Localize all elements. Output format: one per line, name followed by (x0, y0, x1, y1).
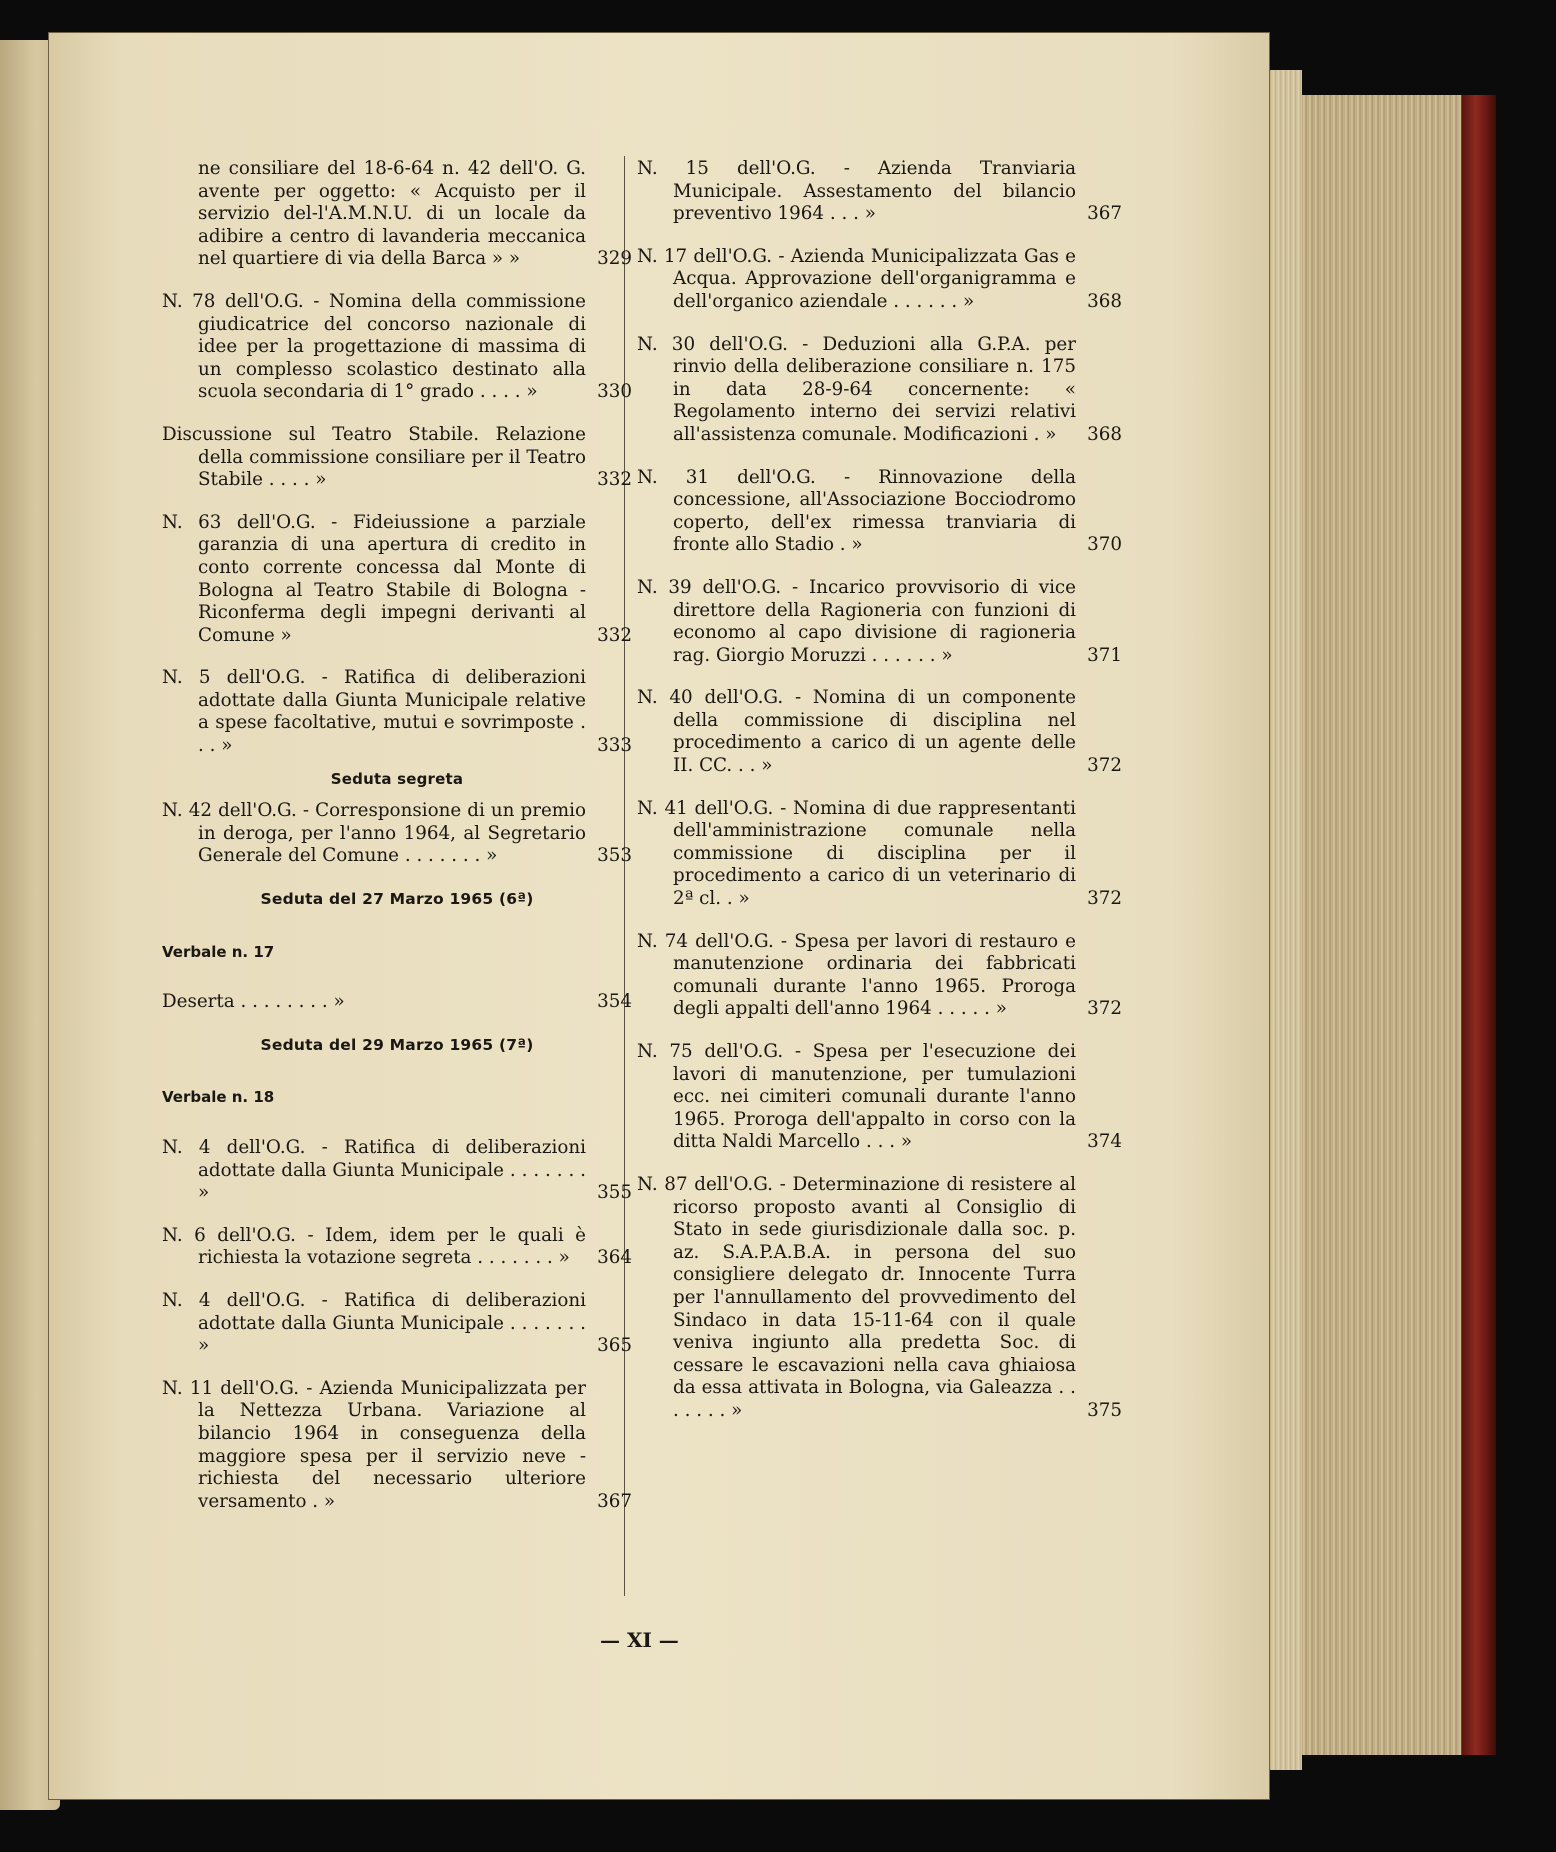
entry-text: N. 6 dell'O.G. - Idem, idem per le quali è richiesta la votazione segreta . . . . . . . » (162, 1224, 586, 1269)
right-column (637, 158, 1122, 1443)
index-entry (637, 1041, 1122, 1154)
entry-page-number: 374 (1087, 1131, 1122, 1153)
verbale-heading: Verbale n. 18 (162, 1088, 275, 1107)
index-entry (162, 991, 632, 1014)
entry-text: N. 31 dell'O.G. - Rinnovazione della concessione, all'Associazione Bocciodromo coperto, dell'ex rimessa tranviaria di fronte allo Stadio . » (637, 466, 1076, 556)
session-heading: Seduta del 27 Marzo 1965 (6ª) (260, 890, 534, 909)
entry-text: N. 87 dell'O.G. - Determinazione di resistere al ricorso proposto avanti al Consiglio di Stato in sede giurisdizionale dalla soc. p. az. S.A.P.A.B.A. in persona del suo consigliere delegato dr. Innocente Turra per l'annullamento del provvedimento del Sindaco in data 15-11-64 con il quale veniva ingiunto alla predetta Soc. di cessare le escavazioni nella cava ghiaiosa da essa attivata in Bologna, via Galeazza . . . . . . . » (637, 1173, 1076, 1421)
session-heading: Seduta del 29 Marzo 1965 (7ª) (260, 1035, 534, 1054)
index-entry (162, 424, 632, 492)
index-entry (162, 158, 632, 271)
entry-page-number: 333 (597, 735, 632, 757)
entry-text: N. 5 dell'O.G. - Ratifica di deliberazioni adottate dalla Giunta Municipale relative a spese facoltative, mutui e sovrimposte . . . » (162, 667, 586, 757)
entry-text: N. 63 dell'O.G. - Fideiussione a parziale garanzia di una apertura di credito in conto corrente concessa dal Monte di Bologna al Teatro Stabile di Bologna - Riconferma degli impegni derivanti al Comune » (162, 511, 586, 646)
entry-page-number: 364 (597, 1247, 632, 1269)
section-heading: Seduta segreta (330, 769, 464, 788)
entry-page-number: 372 (1087, 755, 1122, 777)
index-entry (637, 467, 1122, 557)
index-entry (162, 1378, 632, 1514)
entry-text: N. 4 dell'O.G. - Ratifica di deliberazioni adottate dalla Giunta Municipale . . . . . . . » (162, 1137, 586, 1204)
entry-text: N. 40 dell'O.G. - Nomina di un componente della commissione di disciplina nel procedimento a carico di un agente delle II. CC. . . » (637, 687, 1076, 777)
entry-text: N. 39 dell'O.G. - Incarico provvisorio di vice direttore della Ragioneria con funzioni di economo al capo divisione di ragioneria rag. Giorgio Moruzzi . . . . . . » (637, 576, 1076, 666)
left-column (162, 158, 632, 1533)
index-entry (162, 1225, 632, 1270)
entry-text: Deserta . . . . . . . . » (162, 991, 345, 1013)
index-entry (162, 1137, 632, 1205)
entry-text: N. 4 dell'O.G. - Ratifica di deliberazioni adottate dalla Giunta Municipale . . . . . . . » (162, 1289, 586, 1357)
index-entry (637, 798, 1122, 911)
entry-text: ne consiliare del 18-6-64 n. 42 dell'O. G. avente per oggetto: « Acquisto per il servizio del-l'A.M.N.U. di un locale da adibire a centro di lavanderia meccanica nel quartiere di via della Barca » » (198, 158, 586, 270)
page-folio: — XI — (600, 1628, 679, 1652)
entry-page-number: 372 (1087, 998, 1122, 1020)
index-entry (637, 687, 1122, 777)
entry-page-number: 367 (1087, 203, 1122, 225)
entry-page-number: 365 (597, 1335, 632, 1357)
index-entry (637, 158, 1122, 226)
entry-page-number: 368 (1087, 423, 1122, 445)
entry-text: N. 41 dell'O.G. - Nomina di due rappresentanti dell'amministrazione comunale nella commissione di disciplina per il procedimento a carico di un veterinario di 2ª cl. . » (637, 797, 1076, 910)
entry-page-number: 372 (1087, 888, 1122, 910)
verbale-heading: Verbale n. 17 (162, 942, 275, 961)
index-entry (637, 246, 1122, 314)
entry-page-number: 367 (597, 1490, 632, 1512)
entry-page-number: 329 (597, 248, 632, 270)
entry-text: N. 30 dell'O.G. - Deduzioni alla G.P.A. per rinvio della deliberazione consiliare n. 175 in data 28-9-64 concernente: « Regolamento interno dei servizi relativi all'assistenza comunale. Modificazioni . » (637, 333, 1076, 445)
index-entry (637, 1174, 1122, 1423)
entry-text: N. 15 dell'O.G. - Azienda Tranviaria Municipale. Assestamento del bilancio preventivo 1964 . . . » (637, 158, 1076, 225)
index-entry (637, 334, 1122, 447)
entry-text: N. 74 dell'O.G. - Spesa per lavori di restauro e manutenzione ordinaria dei fabbricati comunali durante l'anno 1965. Proroga degli appalti dell'anno 1964 . . . . . » (637, 930, 1076, 1020)
book-cover-edge (1296, 95, 1465, 1755)
index-entry (637, 577, 1122, 667)
index-content (162, 158, 1122, 1628)
index-entry (162, 291, 632, 404)
index-entry (162, 667, 632, 757)
entry-page-number: 332 (597, 469, 632, 491)
entry-page-number: 370 (1087, 534, 1122, 556)
book-spine (1462, 95, 1496, 1755)
entry-text: N. 17 dell'O.G. - Azienda Municipalizzata Gas e Acqua. Approvazione dell'organigramma e dell'organico aziendale . . . . . . » (637, 245, 1076, 312)
index-entry (162, 1290, 632, 1358)
entry-page-number: 330 (597, 381, 632, 403)
entry-page-number: 368 (1087, 290, 1122, 312)
entry-text: N. 42 dell'O.G. - Corresponsione di un premio in deroga, per l'anno 1964, al Segretario Generale del Comune . . . . . . . » (162, 800, 586, 867)
entry-page-number: 332 (597, 624, 632, 646)
index-entry (162, 800, 632, 868)
entry-page-number: 371 (1087, 644, 1122, 666)
entry-page-number: 353 (597, 845, 632, 867)
entry-page-number: 354 (597, 991, 632, 1013)
entry-text: N. 75 dell'O.G. - Spesa per l'esecuzione dei lavori di manutenzione, per tumulazioni ecc. nei cimiteri comunali durante l'anno 1965. Proroga dell'appalto in corso con la ditta Naldi Marcello . . . » (637, 1041, 1076, 1153)
entry-text: Discussione sul Teatro Stabile. Relazione della commissione consiliare per il Teatro Stabile . . . . » (162, 423, 586, 491)
entry-text: N. 78 dell'O.G. - Nomina della commissione giudicatrice del concorso nazionale di idee per la progettazione di massima di un complesso scolastico destinato alla scuola secondaria di 1° grado . . . . » (162, 290, 586, 403)
index-entry (162, 512, 632, 648)
entry-page-number: 355 (597, 1182, 632, 1204)
index-entry (637, 931, 1122, 1021)
entry-text: N. 11 dell'O.G. - Azienda Municipalizzata per la Nettezza Urbana. Variazione al bilancio 1964 in conseguenza della maggiore spesa per il servizio neve - richiesta del necessario ulteriore versamento . » (162, 1377, 586, 1512)
entry-page-number: 375 (1087, 1399, 1122, 1421)
